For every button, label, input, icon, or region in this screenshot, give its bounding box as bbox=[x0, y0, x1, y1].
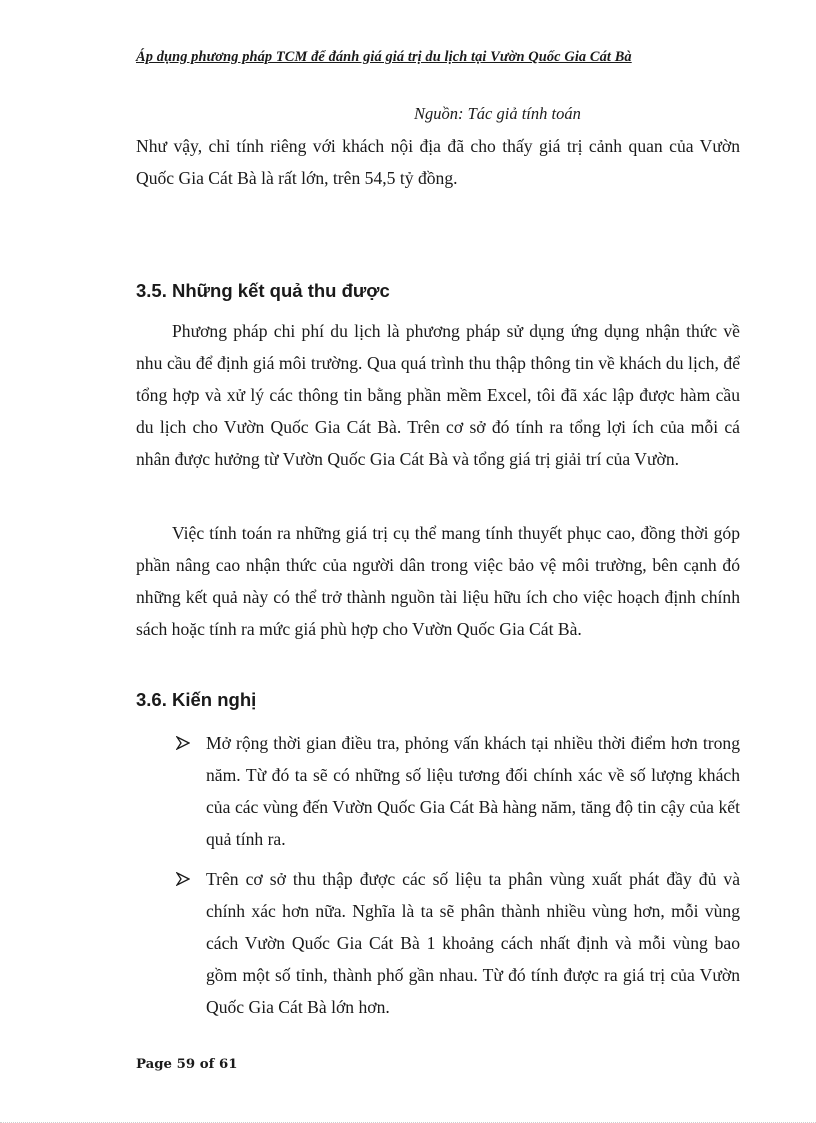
arrowhead-bullet-icon bbox=[176, 863, 206, 895]
list-item-text: Trên cơ sở thu thập được các số liệu ta phân vùng xuất phát đầy đủ và chính xác hơn nữa. Nghĩa là ta sẽ phân thành nhiều vùng hơn, mỗi vùng cách Vườn Quốc Gia Cát Bà 1 khoảng cách nhất định và mỗi vùng bao gồm một số tỉnh, thành phố gần nhau. Từ đó tính được ra giá trị của Vườn Quốc Gia Cát Bà lớn hơn. bbox=[206, 869, 740, 1017]
paragraph: Việc tính toán ra những giá trị cụ thể mang tính thuyết phục cao, đồng thời góp phần nâng cao nhận thức của người dân trong việc bảo vệ môi trường, bên cạnh đó những kết quả này có thể trở thành nguồn tài liệu hữu ích cho việc hoạch định chính sách hoặc tính ra mức giá phù hợp cho Vườn Quốc Gia Cát Bà. bbox=[136, 523, 740, 639]
arrowhead-bullet-icon bbox=[176, 727, 206, 759]
paragraph: Phương pháp chi phí du lịch là phương pháp sử dụng ứng dụng nhận thức về nhu cầu để định giá môi trường. Qua quá trình thu thập thông tin về khách du lịch, để tổng hợp và xử lý các thông tin bằng phần mềm Excel, tôi đã xác lập được hàm cầu du lịch cho Vườn Quốc Gia Cát Bà. Trên cơ sở đó tính ra tổng lợi ích của mỗi cá nhân được hưởng từ Vườn Quốc Gia Cát Bà và tổng giá trị giải trí của Vườn. bbox=[136, 321, 740, 469]
list-item bbox=[176, 727, 740, 855]
page-number: Page 59 of 61 bbox=[136, 1057, 238, 1072]
source-note: Nguồn: Tác giả tính toán bbox=[414, 104, 581, 123]
list-item-text: Mở rộng thời gian điều tra, phỏng vấn khách tại nhiều thời điểm hơn trong năm. Từ đó ta sẽ có những số liệu tương đối chính xác về số lượng khách của các vùng đến Vườn Quốc Gia Cát Bà hàng năm, tăng độ tin cậy của kết quả tính ra. bbox=[206, 733, 740, 849]
section-heading-3-6: 3.6. Kiến nghị bbox=[136, 689, 257, 710]
intro-paragraph: Như vậy, chỉ tính riêng với khách nội địa đã cho thấy giá trị cảnh quan của Vườn Quốc Gia Cát Bà là rất lớn, trên 54,5 tỷ đồng. bbox=[136, 136, 740, 188]
running-header: Áp dụng phương pháp TCM để đánh giá giá trị du lịch tại Vườn Quốc Gia Cát Bà bbox=[136, 49, 632, 65]
recommendation-list bbox=[176, 727, 740, 1031]
section-heading-3-5: 3.5. Những kết quả thu được bbox=[136, 280, 390, 301]
list-item bbox=[176, 863, 740, 1023]
